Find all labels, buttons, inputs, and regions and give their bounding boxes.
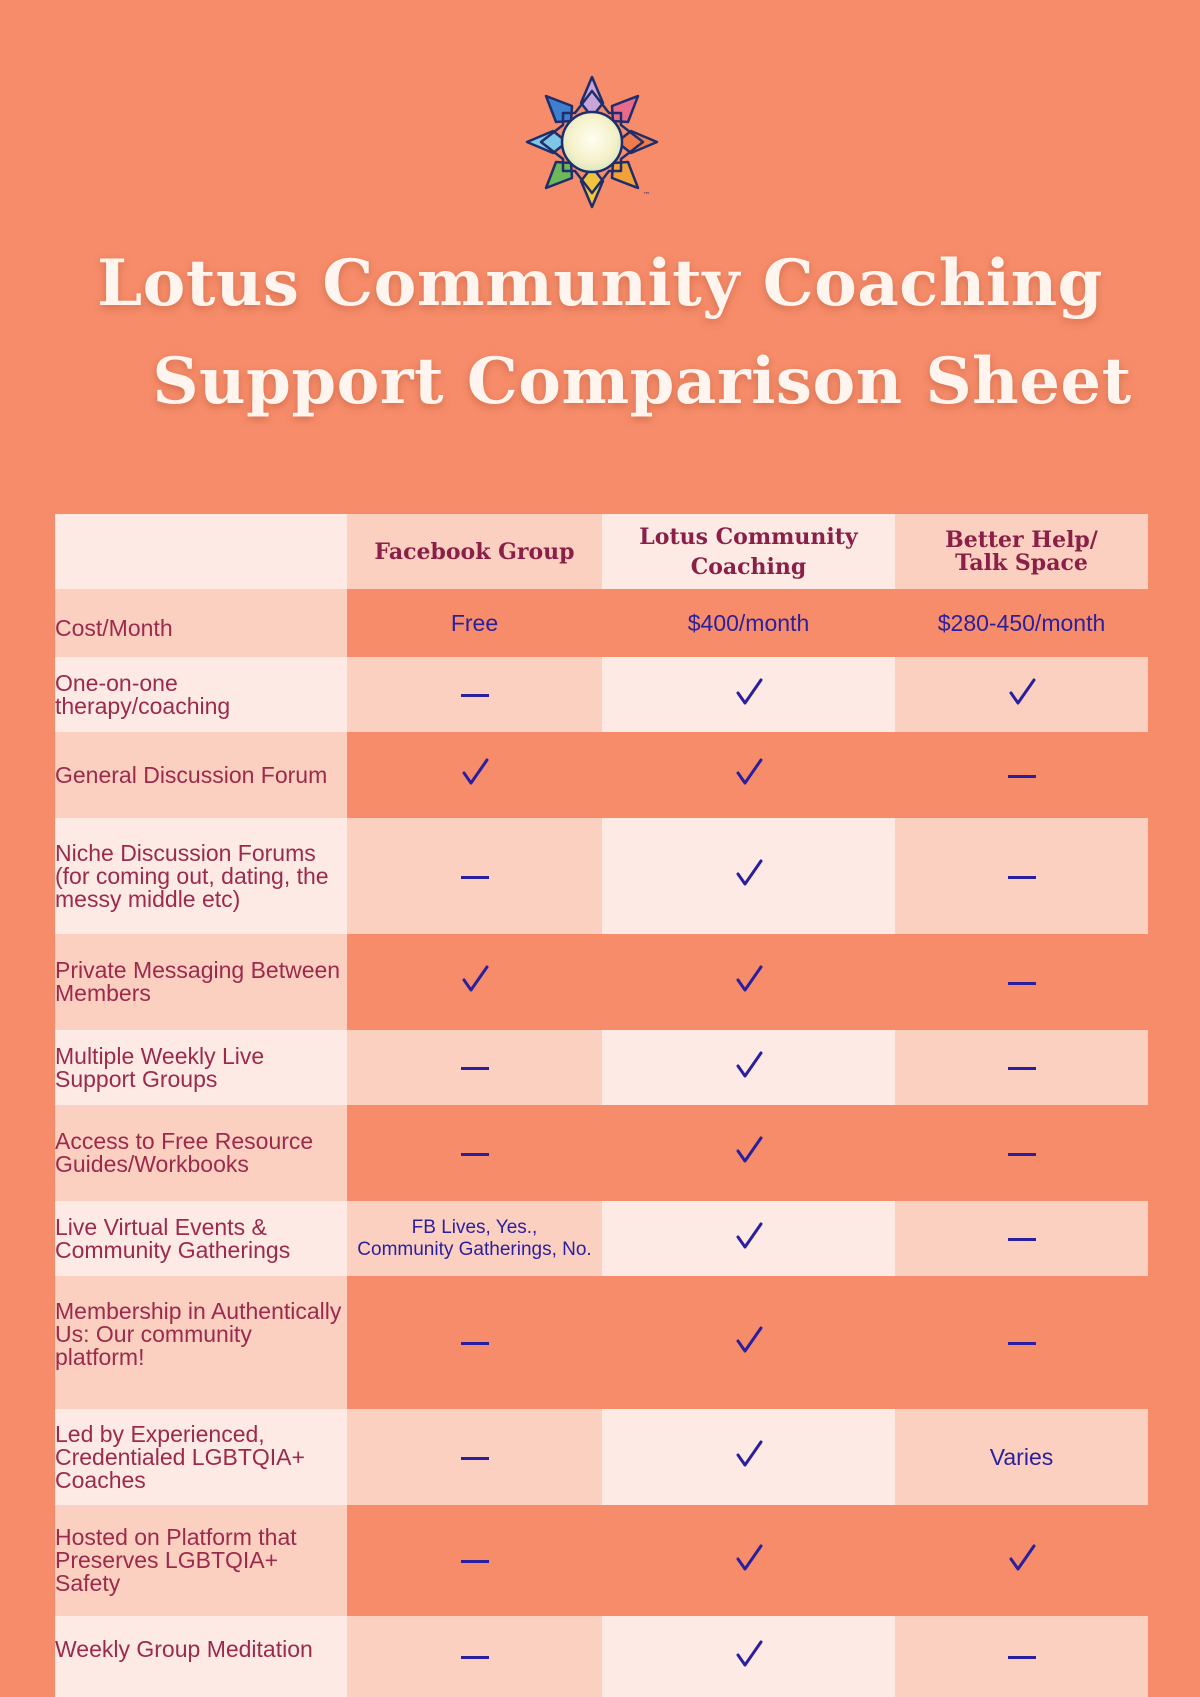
checkmark-icon	[735, 859, 763, 887]
cell-lotus	[602, 1505, 895, 1616]
cell-facebook	[347, 1276, 602, 1409]
comparison-table	[55, 514, 1148, 1697]
dash-icon	[461, 876, 489, 879]
dash-icon	[1008, 1342, 1036, 1345]
cell-better-help	[895, 1030, 1148, 1105]
cell-better-help: $280-450/month	[895, 589, 1148, 657]
row-label: Weekly Group Meditation	[55, 1616, 347, 1697]
table-row	[55, 589, 1148, 657]
cell-lotus	[602, 1030, 895, 1105]
dash-icon	[1008, 775, 1036, 778]
checkmark-icon	[461, 758, 489, 786]
table-row	[55, 1616, 1148, 1697]
header-empty-cell	[55, 514, 347, 589]
checkmark-icon	[735, 1051, 763, 1079]
facebook-events-note-line2: Community Gatherings, No.	[357, 1238, 592, 1260]
cell-lotus	[602, 1201, 895, 1276]
header-row	[55, 514, 1148, 589]
header-lotus-community-coaching	[602, 514, 895, 589]
checkmark-icon	[735, 758, 763, 786]
facebook-events-note-line1: FB Lives, Yes.,	[411, 1216, 538, 1238]
cell-better-help	[895, 1616, 1148, 1697]
row-label: General Discussion Forum	[55, 732, 347, 818]
row-label: Membership in Authentically Us: Our community platform!	[55, 1276, 347, 1409]
facebook-events-note	[357, 1217, 591, 1261]
checkmark-icon	[735, 965, 763, 993]
dash-icon	[1008, 876, 1036, 879]
cell-facebook	[347, 657, 602, 732]
cell-facebook	[347, 1616, 602, 1697]
dash-icon	[461, 1560, 489, 1563]
dash-icon	[461, 1342, 489, 1345]
row-label: Cost/Month	[55, 589, 347, 657]
cell-better-help	[895, 934, 1148, 1030]
dash-icon	[461, 1457, 489, 1460]
row-label: Led by Experienced, Credentialed LGBTQIA+ Coaches	[55, 1409, 347, 1505]
cell-facebook	[347, 934, 602, 1030]
cell-facebook	[347, 1201, 602, 1276]
table-row	[55, 1201, 1148, 1276]
checkmark-icon	[735, 1222, 763, 1250]
row-label: Niche Discussion Forums (for coming out, dating, the messy middle etc)	[55, 818, 347, 934]
cell-lotus	[602, 1616, 895, 1697]
header-better-line1: Better Help/	[945, 526, 1098, 553]
checkmark-icon	[1008, 1544, 1036, 1572]
table-row	[55, 732, 1148, 818]
cell-lotus	[602, 818, 895, 934]
checkmark-icon	[735, 678, 763, 706]
cell-lotus	[602, 732, 895, 818]
cell-better-help	[895, 1105, 1148, 1201]
dash-icon	[1008, 982, 1036, 985]
row-label: Hosted on Platform that Preserves LGBTQIA+ Safety	[55, 1505, 347, 1616]
header-better-help-talk-space	[895, 514, 1148, 589]
dash-icon	[461, 1153, 489, 1156]
table-row	[55, 1409, 1148, 1505]
checkmark-icon	[1008, 678, 1036, 706]
cell-better-help	[895, 818, 1148, 934]
dash-icon	[461, 694, 489, 697]
cell-facebook	[347, 818, 602, 934]
cell-lotus	[602, 1276, 895, 1409]
table-row	[55, 818, 1148, 934]
cell-facebook	[347, 1030, 602, 1105]
row-label: Access to Free Resource Guides/Workbooks	[55, 1105, 347, 1201]
cell-lotus	[602, 934, 895, 1030]
cell-better-help	[895, 1276, 1148, 1409]
header-better-line2: Talk Space	[955, 549, 1088, 576]
cell-facebook	[347, 732, 602, 818]
row-label: Live Virtual Events & Community Gatherings	[55, 1201, 347, 1276]
table-row	[55, 1030, 1148, 1105]
cell-better-help	[895, 1201, 1148, 1276]
cell-better-help	[895, 1505, 1148, 1616]
svg-text:™: ™	[643, 191, 650, 199]
dash-icon	[1008, 1238, 1036, 1241]
header-lotus-line2: Coaching	[690, 553, 807, 580]
row-label: One-on-one therapy/coaching	[55, 657, 347, 732]
row-label: Multiple Weekly Live Support Groups	[55, 1030, 347, 1105]
table-row	[55, 1105, 1148, 1201]
table-row	[55, 934, 1148, 1030]
dash-icon	[1008, 1153, 1036, 1156]
checkmark-icon	[735, 1440, 763, 1468]
header-facebook-group: Facebook Group	[347, 514, 602, 589]
dash-icon	[1008, 1067, 1036, 1070]
cell-better-help	[895, 732, 1148, 818]
row-label: Private Messaging Between Members	[55, 934, 347, 1030]
lotus-logo	[523, 73, 661, 211]
checkmark-icon	[735, 1136, 763, 1164]
table-row	[55, 1505, 1148, 1616]
cell-facebook: Free	[347, 589, 602, 657]
checkmark-icon	[735, 1640, 763, 1668]
page-title-line1: Lotus Community Coaching	[97, 246, 1103, 321]
cell-lotus	[602, 657, 895, 732]
dash-icon	[1008, 1656, 1036, 1659]
cell-facebook	[347, 1505, 602, 1616]
header-lotus-line1: Lotus Community	[639, 523, 858, 550]
cell-facebook	[347, 1105, 602, 1201]
checkmark-icon	[461, 965, 489, 993]
cell-better-help: Varies	[895, 1409, 1148, 1505]
cell-lotus: $400/month	[602, 589, 895, 657]
table-row	[55, 657, 1148, 732]
dash-icon	[461, 1656, 489, 1659]
cell-facebook	[347, 1409, 602, 1505]
cell-lotus	[602, 1409, 895, 1505]
dash-icon	[461, 1067, 489, 1070]
checkmark-icon	[735, 1326, 763, 1354]
cell-better-help	[895, 657, 1148, 732]
cell-lotus	[602, 1105, 895, 1201]
checkmark-icon	[735, 1544, 763, 1572]
table-row	[55, 1276, 1148, 1409]
page-title-line2: Support Comparison Sheet	[152, 344, 1132, 419]
